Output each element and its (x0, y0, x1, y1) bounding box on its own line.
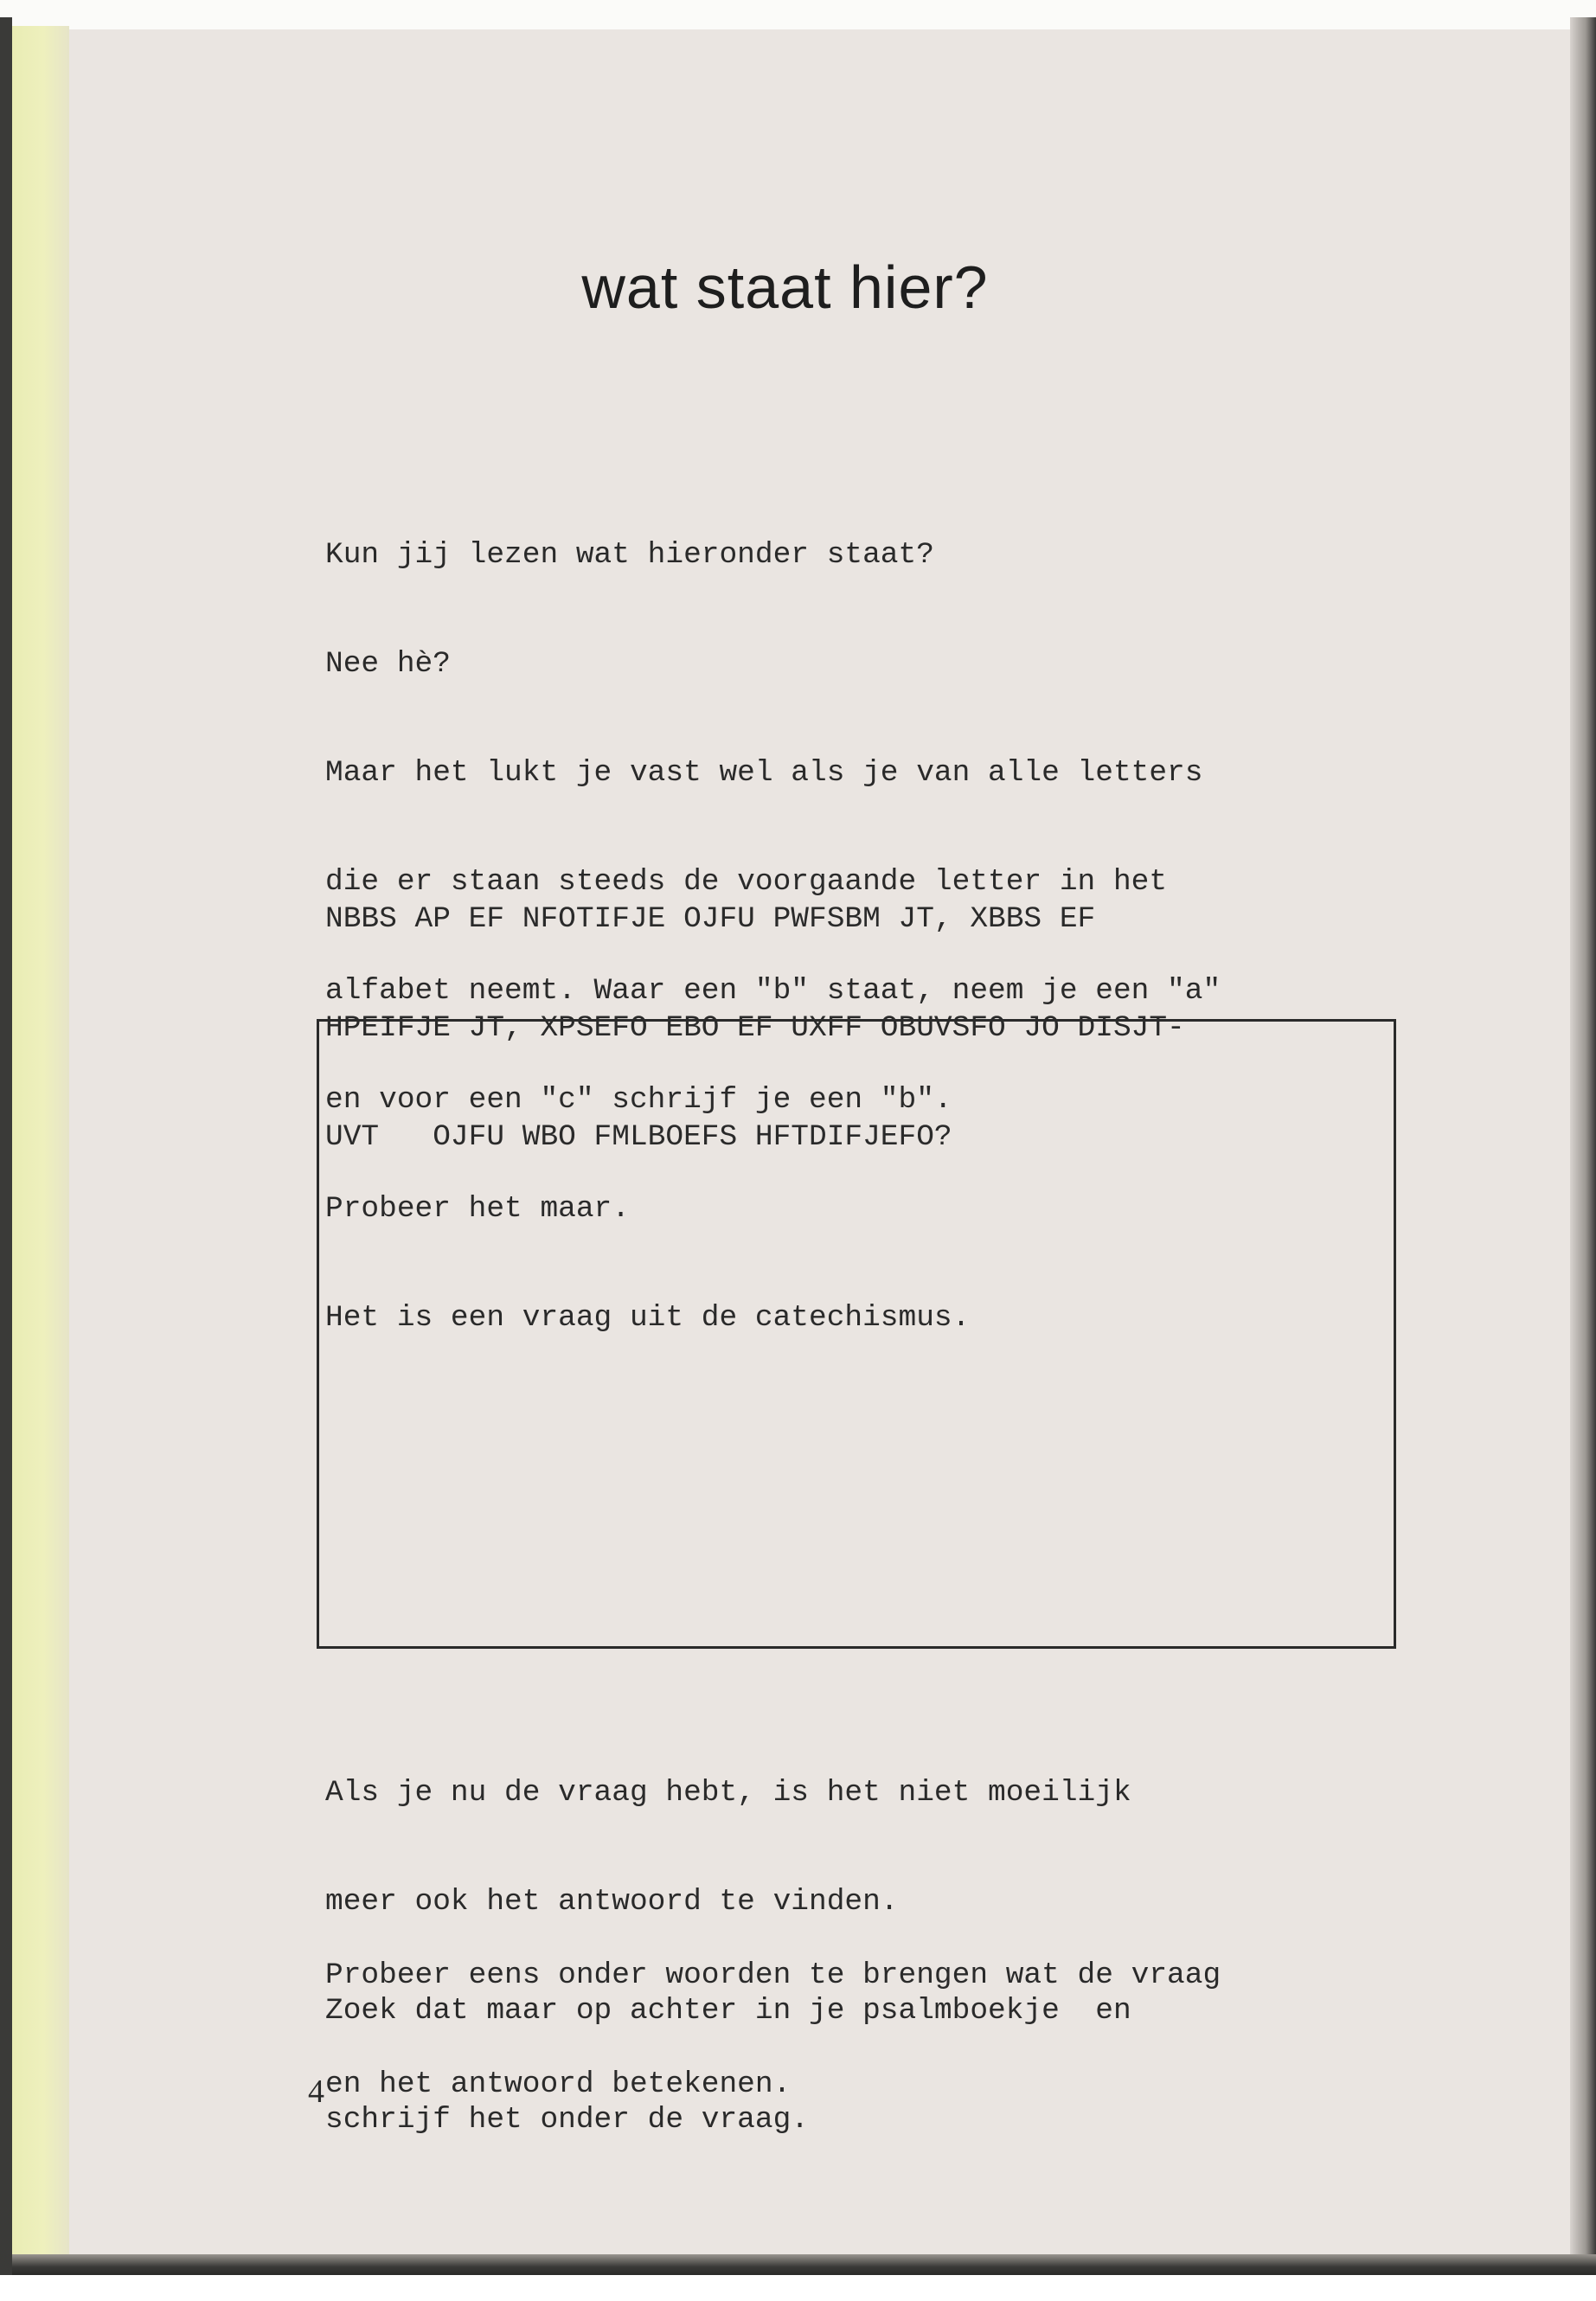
intro-line: Kun jij lezen wat hieronder staat? (325, 538, 934, 572)
book-left-edge (0, 17, 12, 2284)
intro-line: Maar het lukt je vast wel als je van alle letters (325, 756, 1203, 790)
intro-line: Probeer het maar. (325, 1192, 630, 1226)
book-bottom-edge (12, 2254, 1596, 2275)
instructions-line: schrijf het onder de vraag. (325, 2103, 809, 2137)
scan-margin (0, 2275, 1596, 2301)
instructions-line: meer ook het antwoord te vinden. (325, 1885, 899, 1919)
intro-line: en voor een "c" schrijf je een "b". (325, 1083, 952, 1117)
instructions-line: Als je nu de vraag hebt, is het niet moeilijk (325, 1776, 1131, 1810)
closing-line: Probeer eens onder woorden te brengen wat de vraag (325, 1958, 1221, 1992)
intro-line: Nee hè? (325, 647, 451, 681)
intro-line: alfabet neemt. Waar een "b" staat, neem je een "a" (325, 974, 1221, 1008)
book-spine (12, 26, 69, 2258)
book-right-edge (1570, 17, 1596, 2284)
page-title: wat staat hier? (581, 253, 989, 321)
intro-line: die er staan steeds de voorgaande letter in het (325, 865, 1168, 899)
closing-line: en het antwoord betekenen. (325, 2067, 792, 2101)
cipher-line: NBBS AP EF NFOTIFJE OJFU PWFSBM JT, XBBS EF (325, 902, 1096, 936)
answer-writing-box[interactable] (317, 1019, 1396, 1649)
closing-paragraph (325, 1885, 1536, 2139)
cipher-line: UVT OJFU WBO FMLBOEFS HFTDIFJEFO? (325, 1120, 952, 1154)
cipher-line: HPEIFJE JT, XPSEFO EBO EF UXFF OBUVSFO JO DISJT- (325, 1011, 1185, 1045)
page-number: 4 (308, 2073, 324, 2110)
intro-line: Het is een vraag uit de catechismus. (325, 1301, 971, 1335)
instructions-line: Zoek dat maar op achter in je psalmboekje en (325, 1994, 1131, 2028)
